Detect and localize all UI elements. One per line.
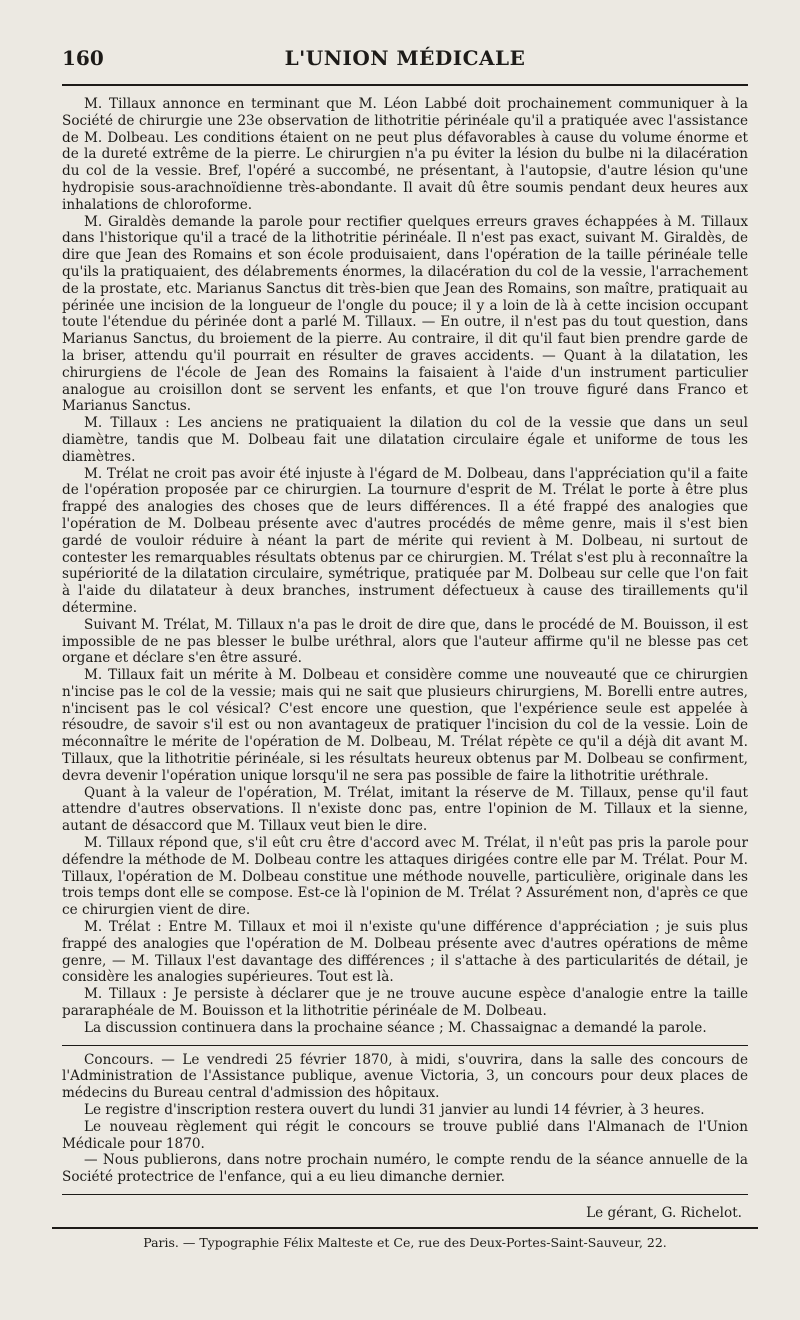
footer-rule	[52, 1227, 758, 1229]
signature: Le gérant, G. Richelot.	[586, 1205, 742, 1221]
paragraph: M. Tillaux annonce en terminant que M. Léon Labbé doit prochainement communiquer à la Société de chirurgie une 23e observation de lithotritie périnéale qu'il a pratiquée avec l'assistance de M. Dolbeau. Les conditions étaient on ne peut plus défavorables à cause du volume énorme et de la dureté extrême de la pierre. Le chirurgien n'a pu éviter la lésion du bulbe ni la dilacération du col de la vessie. Bref, l'opéré a succombé, ne présentant, à l'autopsie, d'autre lésion qu'une hydropisie sous-arachnoïdienne très-abondante. Il avait dû être soumis pendant deux heures aux inhalations de chloroforme.	[62, 96, 748, 213]
paragraph: M. Tillaux fait un mérite à M. Dolbeau et considère comme une nouveauté que ce chirurgien n'incise pas le col de la vessie; mais qui ne sait que plusieurs chirurgiens, M. Borelli entre autres, n'incisent pas le col vésical? C'est encore une question, que l'expérience seule est appelée à résoudre, de savoir s'il est ou non avantageux de pratiquer l'incision du col de la vessie. Loin de méconnaître le mérite de l'opération de M. Dolbeau, M. Trélat répète ce qu'il a déjà dit avant M. Tillaux, que la lithotritie périnéale, si les résultats heureux obtenus par M. Dolbeau se confirment, devra devenir l'opération unique lorsqu'il ne sera pas possible de faire la lithotritie uréthrale.	[62, 667, 748, 784]
paragraph: Quant à la valeur de l'opération, M. Trélat, imitant la réserve de M. Tillaux, pense qu'il faut attendre d'autres observations. Il n'existe donc pas, entre l'opinion de M. Tillaux et la sienne, autant de désaccord que M. Tillaux veut bien le dire.	[62, 784, 748, 835]
paragraph: Suivant M. Trélat, M. Tillaux n'a pas le droit de dire que, dans le procédé de M. Bouisson, il est impossible de ne pas blesser le bulbe uréthral, alors que l'auteur affirme qu'il ne blesse pas cet organe et déclare s'en être assuré.	[62, 616, 748, 667]
journal-title: L'UNION MÉDICALE	[284, 46, 526, 70]
page-header	[62, 46, 748, 80]
page-number: 160	[62, 46, 104, 70]
printer-line: Paris. — Typographie Félix Malteste et Ce, rue des Deux-Portes-Saint-Sauveur, 22.	[143, 1235, 667, 1250]
article-body	[62, 96, 748, 1186]
section-rule	[62, 1045, 748, 1046]
paragraph: M. Giraldès demande la parole pour rectifier quelques erreurs graves échappées à M. Tillaux dans l'historique qu'il a tracé de la lithotritie périnéale. Il n'est pas exact, suivant M. Giraldès, de dire que Jean des Romains et son école produisaient, dans l'opération de la taille périnéale telle qu'ils la pratiquaient, des délabrements énormes, la dilacération du col de la vessie, l'arrachement de la prostate, etc. Marianus Sanctus dit très-bien que Jean des Romains, son maître, pratiquait au périnée une incision de la longueur de l'ongle du pouce; il y a loin de là à cette incision occupant toute l'étendue du périnée dont a parlé M. Tillaux. — En outre, il n'est pas du tout question, dans Marianus Sanctus, du broiement de la pierre. Au contraire, il dit qu'il faut bien prendre garde de la briser, attendu qu'il pourrait en résulter de graves accidents. — Quant à la dilatation, les chirurgiens de l'école de Jean des Romains la faisaient à l'aide d'un instrument particulier analogue au croisillon dont se servent les enfants, et que l'on trouve figuré dans Franco et Marianus Sanctus.	[62, 213, 748, 415]
signature-rule	[62, 1194, 748, 1195]
paragraph: M. Trélat ne croit pas avoir été injuste à l'égard de M. Dolbeau, dans l'appréciation qu'il a faite de l'opération proposée par ce chirurgien. La tournure d'esprit de M. Trélat le porte à être plus frappé des analogies des choses que de leurs différences. Il a été frappé des analogies que l'opération de M. Dolbeau présente avec d'autres procédés de même genre, mais il s'est bien gardé de vouloir réduire à néant la part de mérite qui revient à M. Dolbeau, ni surtout de contester les remarquables résultats obtenus par ce chirurgien. M. Trélat s'est plu à reconnaître la supériorité de la dilatation circulaire, symétrique, pratiquée par M. Dolbeau sur celle que l'on fait à l'aide du dilatateur à deux branches, instrument défectueux à cause des tiraillements qu'il détermine.	[62, 465, 748, 616]
paragraph: M. Tillaux : Les anciens ne pratiquaient la dilation du col de la vessie que dans un seul diamètre, tandis que M. Dolbeau fait une dilatation circulaire égale et uniforme de tous les diamètres.	[62, 415, 748, 465]
paragraph: M. Tillaux répond que, s'il eût cru être d'accord avec M. Trélat, il n'eût pas pris la parole pour défendre la méthode de M. Dolbeau contre les attaques dirigées contre elle par M. Trélat. Pour M. Tillaux, l'opération de M. Dolbeau constitue une méthode nouvelle, particulière, originale dans les trois temps dont elle se compose. Est-ce là l'opinion de M. Trélat ? Assurément non, d'après ce que ce chirurgien vient de dire.	[62, 835, 748, 919]
header-rule	[62, 84, 748, 86]
notice-paragraph: Le registre d'inscription restera ouvert du lundi 31 janvier au lundi 14 février, à 3 heures.	[84, 1102, 705, 1119]
paragraph: M. Trélat : Entre M. Tillaux et moi il n'existe qu'une différence d'appréciation ; je suis plus frappé des analogies que l'opération de M. Dolbeau présente avec d'autres opérations de même genre, — M. Tillaux l'est davantage des différences ; il s'attache à des particularités de détail, je considère les analogies supérieures. Tout est là.	[62, 919, 748, 986]
paragraph: La discussion continuera dans la prochaine séance ; M. Chassaignac a demandé la parole.	[84, 1019, 707, 1036]
paragraph: M. Tillaux : Je persiste à déclarer que je ne trouve aucune espèce d'analogie entre la taille pararaphéale de M. Bouisson et la lithotritie périnéale de M. Dolbeau.	[62, 986, 748, 1020]
notice-paragraph: Concours. — Le vendredi 25 février 1870, à midi, s'ouvrira, dans la salle des concours de l'Administration de l'Assistance publique, avenue Victoria, 3, un concours pour deux places de médecins du Bureau central d'admission des hôpitaux.	[62, 1051, 748, 1102]
notice-paragraph: Le nouveau règlement qui régit le concours se trouve publié dans l'Almanach de l'Union Médicale pour 1870.	[62, 1118, 748, 1152]
notice-paragraph: — Nous publierons, dans notre prochain numéro, le compte rendu de la séance annuelle de la Société protectrice de l'enfance, qui a eu lieu dimanche dernier.	[62, 1152, 748, 1186]
